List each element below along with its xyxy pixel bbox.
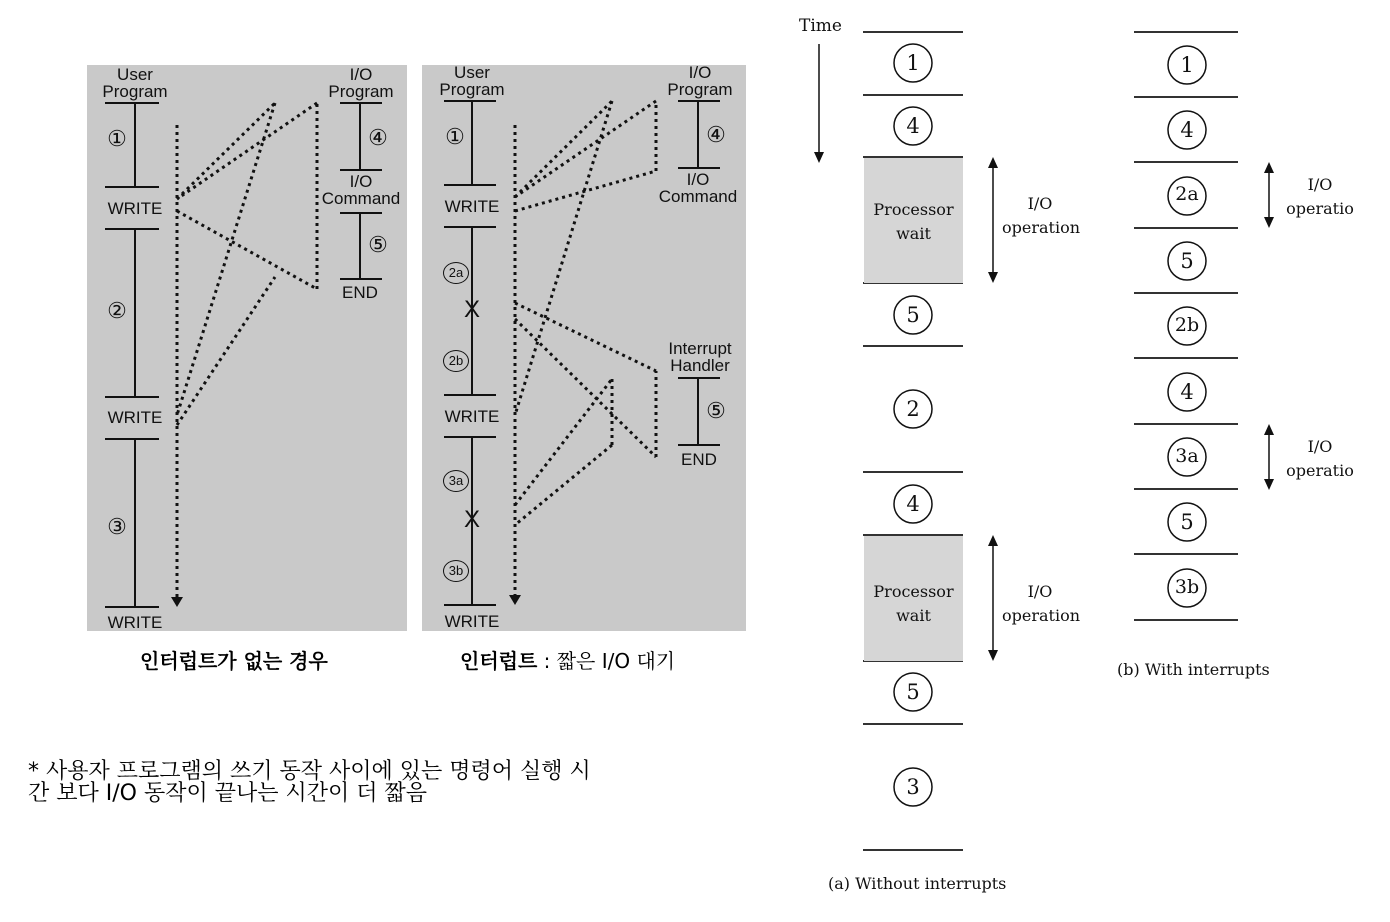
step-4-marker: ④ <box>706 122 726 147</box>
step-label: 3b <box>1174 576 1200 598</box>
no-interrupt-diagram <box>87 65 407 631</box>
no-interrupt-panel <box>87 65 407 631</box>
step-1-marker: ① <box>107 126 127 151</box>
io-command-label: I/O Command <box>321 172 401 208</box>
step-label: 3a <box>1175 445 1199 467</box>
note-text: * 사용자 프로그램의 쓰기 동작 사이에 있는 명령어 실행 시 간 보다 I/O 동작이 끝나는 시간이 더 짧음 <box>28 759 591 806</box>
user-program-label: User Program <box>102 65 168 101</box>
step-label: 4 <box>1180 118 1194 142</box>
io-command-label: I/O Command <box>658 170 738 206</box>
interrupt-handler-label: Interrupt Handler <box>668 339 732 375</box>
io-program-label: I/O Program <box>667 63 733 99</box>
step-3-marker: ③ <box>107 514 127 539</box>
without-interrupts-caption: (a) Without interrupts <box>828 874 1007 893</box>
step-4-marker: ④ <box>368 125 388 150</box>
step-label: 2a <box>1175 183 1199 205</box>
io-operation-label: I/O operation <box>1002 582 1081 625</box>
no-interrupt-caption: 인터럽트가 없는 경우 <box>140 649 328 673</box>
step-label: 5 <box>1180 510 1194 534</box>
step-label: 1 <box>1180 53 1194 77</box>
step-5-marker: ⑤ <box>368 232 388 257</box>
io-operation-label: I/O operation <box>1002 194 1081 237</box>
processor-wait-label: Processor wait <box>873 200 954 243</box>
step-label: 5 <box>906 680 920 704</box>
user-program-label: User Program <box>439 63 505 99</box>
end-label: END <box>681 450 717 469</box>
step-label: 1 <box>906 51 920 75</box>
write-label: WRITE <box>444 407 500 426</box>
interrupt-cross-marker: X <box>463 506 480 533</box>
step-label: 4 <box>906 114 920 138</box>
io-operation-label: I/O operatio <box>1286 175 1354 218</box>
step-label: 4 <box>906 492 920 516</box>
step-3b-marker: 3b <box>443 560 469 582</box>
write-label: WRITE <box>107 408 163 427</box>
step-2-marker: ② <box>107 298 127 323</box>
step-1-marker: ① <box>445 124 465 149</box>
processor-wait-label: Processor wait <box>873 582 954 625</box>
short-wait-caption: 인터럽트 : 짧은 I/O 대기 <box>460 649 676 673</box>
step-label: 2b <box>1174 314 1200 336</box>
step-2a-marker: 2a <box>443 262 469 284</box>
step-label: 5 <box>1180 249 1194 273</box>
io-program-label: I/O Program <box>328 65 394 101</box>
step-label: 5 <box>906 303 920 327</box>
step-label: 2 <box>906 397 920 421</box>
step-2b-marker: 2b <box>443 350 469 372</box>
short-wait-panel <box>422 65 746 631</box>
write-label: WRITE <box>107 199 163 218</box>
interrupt-cross-marker: X <box>463 296 480 323</box>
write-label: WRITE <box>107 613 163 632</box>
io-operation-label: I/O operatio <box>1286 437 1354 480</box>
with-interrupts-caption: (b) With interrupts <box>1117 660 1270 679</box>
end-label: END <box>342 283 378 302</box>
write-label: WRITE <box>444 612 500 631</box>
write-label: WRITE <box>444 197 500 216</box>
step-5-marker: ⑤ <box>706 398 726 423</box>
time-label: Time <box>799 16 842 36</box>
step-label: 3 <box>906 775 920 799</box>
step-label: 4 <box>1180 380 1194 404</box>
step-3a-marker: 3a <box>443 470 469 492</box>
